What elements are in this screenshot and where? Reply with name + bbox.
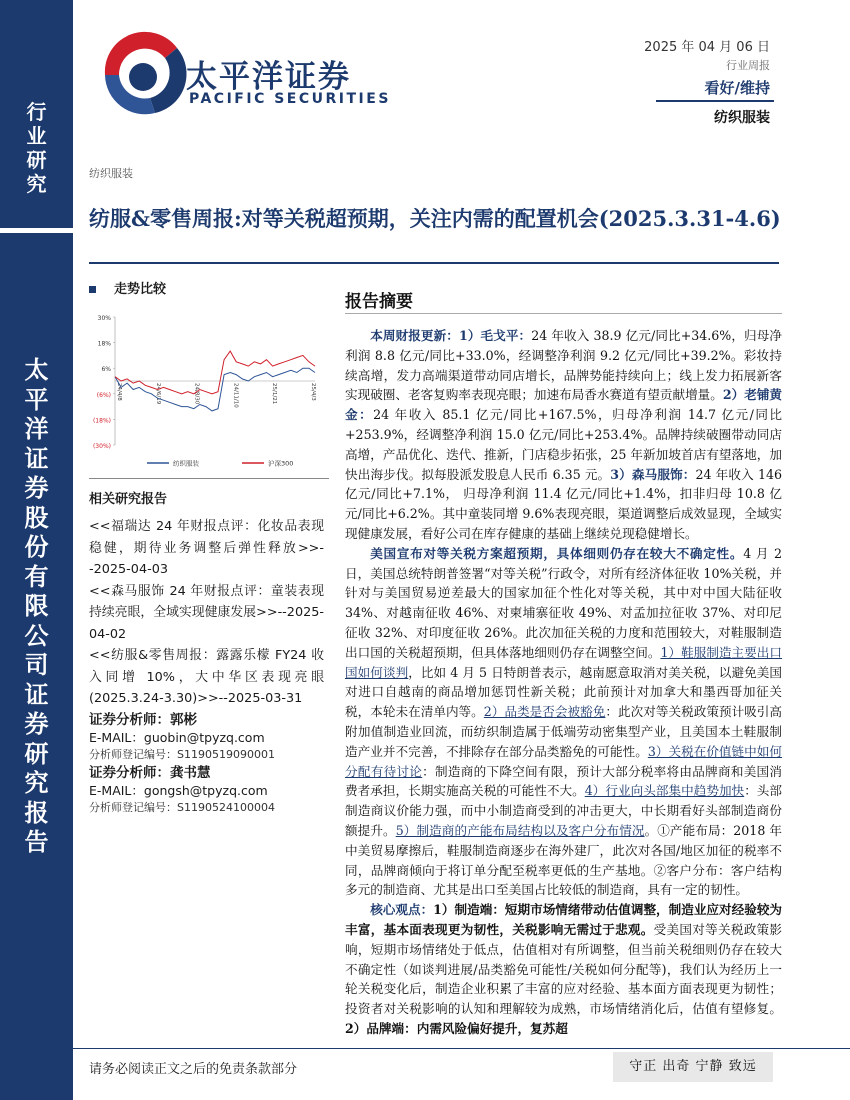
analyst-email[interactable]: E-MAIL：gongsh@tpyzq.com (89, 783, 268, 798)
rating-label: 看好/维持 (704, 79, 770, 97)
analyst-name: 证券分析师：郭彬 (89, 712, 197, 728)
logo-name-cn: 太平洋证券 (186, 59, 351, 95)
analyst-name: 证券分析师：龚书慧 (89, 765, 211, 781)
sidebar-char: 行 (26, 100, 47, 124)
sidebar-char: 告 (24, 827, 49, 856)
p2-text-c: ：此次对等关税政策预计吸引高附加值制造业回流，而纺织制造属于低端劳动密集型产业，且美国本土鞋服制造产业并不完善，不排除存在部分品类豁免的可能性。 (345, 704, 783, 759)
p1-lead-b: 2）老铺黄金： (345, 387, 783, 423)
trend-heading (89, 278, 166, 297)
report-date: 2025 年 04 月 06 日 (644, 40, 770, 55)
footer-rule (73, 1048, 850, 1049)
title-rule (89, 262, 779, 264)
chart-x-tick-label: 24/8/30 (193, 383, 200, 405)
chart-bottom-rule (89, 478, 329, 479)
footer-motto: 守正 出奇 宁静 致远 (613, 1052, 773, 1082)
chart-y-tick-label: (6%) (96, 391, 111, 399)
abstract-heading: 报告摘要 (345, 292, 413, 312)
report-type: 行业周报 (726, 59, 770, 72)
trend-chart (85, 305, 330, 475)
chart-y-tick-label: 18% (97, 340, 111, 348)
p1-text-a: 24 年收入 38.9 亿元/同比+34.6%，归母净利润 8.8 亿元/同比+33.0%，经调整净利润 9.2 亿元/同比+39.2%。彩妆持续高增，发力高端渠道带动同店增长，品牌势能持续向上；线上发力拓展新客实现破圈、老客复购率表现亮眼；加速布局香水赛道有望贡献增量。 (345, 328, 782, 403)
header-rule (656, 100, 774, 102)
p2-point-5: 5）制造商的产能布局结构以及客户分布情况 (395, 822, 645, 838)
square-bullet-icon (89, 286, 96, 293)
sidebar-char: 太 (24, 355, 49, 384)
sidebar-char: 研 (26, 148, 47, 172)
chart-x-tick-label: 24/6/19 (154, 383, 161, 405)
abstract-rule (345, 313, 782, 314)
chart-legend-label: 纺织服装 (173, 459, 199, 468)
sidebar-char: 报 (24, 797, 49, 827)
p2-point-1: 1）鞋服制造主要出口国如何谈判 (345, 644, 783, 680)
related-list (89, 516, 324, 710)
logo-name-en: PACIFIC SECURITIES (189, 91, 391, 107)
p2-text-a: 4 月 2 日，美国总统特朗普签署“对等关税”行政令，对所有经济体征收 10%关税，并针对与美国贸易逆差最大的国家加征个性化对等关税，其中对中国大陆征收 34%、对越南征收 46%、对柬埔寨征收 49%、对孟加拉征收 37%、对印尼征收 32%、对印度征收 26%。此次加征关税的力度和范围较大，对鞋服制造出口国的关税超预期，但具体落地细则仍存在调整空间。 (345, 545, 782, 660)
p1-lead-c: 3）森马服饰： (610, 466, 696, 482)
abstract-body (345, 326, 782, 1039)
related-item[interactable]: <<福瑞达 24 年财报点评：化妆品表现稳健，期待业务调整后弹性释放>>--2025-04-03 (89, 519, 324, 577)
sidebar-char: 研 (24, 738, 49, 768)
p2-point-3: 3）关税在价值链中如何分配有待讨论 (345, 743, 782, 779)
sidebar-char: 限 (24, 591, 49, 620)
p2-lead: 美国宣布对等关税方案超预期，具体细则仍存在较大不确定性。 (370, 545, 744, 561)
chart-x-tick-label: 25/4/3 (310, 383, 316, 401)
sidebar-char: 有 (24, 561, 49, 591)
chart-y-tick-label: 30% (97, 315, 111, 322)
p3-lead: 核心观点： (370, 902, 434, 918)
sidebar-top-text (0, 100, 73, 196)
analyst-block (89, 765, 275, 816)
analyst-reg: 分析师登记编号：S1190519090001 (89, 748, 275, 761)
sidebar (0, 0, 73, 1100)
sidebar-char: 股 (24, 502, 49, 532)
p1-text-c: 24 年收入 146 亿元/同比+7.1%， 归母净利润 11.4 亿元/同比+1.4%，扣非归母 10.8 亿元/同比+6.2%。其中童装同增 9.6%表现亮眼，渠道调整后成效显现，全域实现健康发展，看好公司在库存健康的基础上继续兑现稳健增长。 (345, 466, 782, 541)
p3-bold: 1）制造端：短期市场情绪带动估值调整，制造业应对经验较为丰富，基本面表现更为韧性，关税影响无需过于悲观。 (345, 902, 783, 937)
p1-text-b: 24 年收入 85.1 亿元/同比+167.5%，归母净利润 14.7 亿元/同比+253.9%，经调整净利润 15.0 亿元/同比+253.4%。品牌持续破圈带动同店高增，产品优化、迭代、推新，门店稳步拓张，25 年新加坡首店有望落地，加快出海步伐。拟每股派发股息人民币 6.35 元。 (345, 407, 782, 482)
p2-text-d: ：制造商的下降空间有限，预计大部分税率将由品牌商和美国消费者承担，长期实施高关税的可能性不大。 (345, 763, 783, 799)
p2-text-e: ：头部制造商议价能力强，而中小制造商受到的冲击更大，中长期看好头部制造商份额提升。 (345, 783, 783, 838)
trend-heading-text: 走势比较 (114, 282, 167, 297)
p3-text-a: 受美国对等关税政策影响，短期市场情绪处于低点，估值相对有所调整，但当前关税细则仍存在较大不确定性（如谈判进展/品类豁免可能性/关税如何分配等)，我们认为经历上一轮关税变化后，制造企业积累了丰富的应对经验、基本面方面表现更为韧性；投资者对关税影响的认知和理解较为成熟，市场情绪消化后，估值有望修复。 (345, 921, 783, 1017)
category-label: 纺织服装 (89, 167, 133, 180)
sidebar-char: 证 (24, 679, 49, 709)
sidebar-char: 公 (24, 620, 49, 650)
chart-y-tick-label: (30%) (92, 443, 111, 450)
related-heading: 相关研究报告 (89, 492, 168, 507)
sidebar-char: 券 (24, 473, 49, 502)
sidebar-char: 究 (26, 172, 47, 196)
sidebar-char: 平 (24, 384, 49, 414)
p2-text-f: 。①产能布局：2018 年中美贸易摩擦后，鞋服制造商逐步在海外建厂，此次对各国/地区加征的税率不同，品牌商倾向于将订单分配至税率更低的生产基地。②客户分布：客户结构多元的制造商、尤其是出口至美国占比较低的制造商，具有一定的韧性。 (345, 822, 783, 898)
sidebar-char: 证 (24, 443, 49, 473)
related-item[interactable]: <<纺服&零售周报：露露乐檬 FY24 收入同增 10%，大中华区表现亮眼(2025.3.24-3.30)>>--2025-03-31 (89, 648, 324, 706)
chart-series-line (115, 368, 315, 411)
sidebar-divider (0, 228, 73, 233)
sidebar-main-text (0, 355, 73, 857)
abstract-paragraph-1 (345, 326, 782, 544)
p3-text-b: 2）品牌端：内需风险偏好提升，复苏超 (345, 1020, 568, 1036)
related-item[interactable]: <<森马服饰 24 年财报点评：童装表现持续亮眼，全域实现健康发展>>--2025-04-02 (89, 583, 324, 642)
p2-point-4: 4）行业向头部集中趋势加快 (584, 783, 745, 799)
footer-disclaimer: 请务必阅读正文之后的免责条款部分 (89, 1062, 298, 1077)
sidebar-char: 份 (24, 532, 49, 561)
sidebar-char: 司 (24, 650, 49, 679)
analyst-reg: 分析师登记编号：S1190524100004 (89, 801, 275, 814)
p2-point-2: 2）品类是否会被豁免 (483, 704, 606, 720)
sector-label: 纺织服装 (714, 110, 770, 126)
chart-x-tick-label: 24/4/8 (116, 383, 122, 401)
chart-x-tick-label: 25/1/21 (271, 383, 278, 405)
chart-y-tick-label: 6% (101, 366, 111, 374)
analyst-email[interactable]: E-MAIL：guobin@tpyzq.com (89, 730, 265, 745)
chart-legend-label: 沪深300 (268, 459, 294, 468)
sidebar-char: 业 (26, 124, 47, 148)
chart-y-tick-label: (18%) (92, 417, 111, 425)
sidebar-char: 洋 (24, 414, 49, 443)
abstract-paragraph-2 (345, 544, 782, 900)
abstract-paragraph-3 (345, 900, 782, 1039)
p1-lead: 本周财报更新：1）毛戈平： (370, 328, 532, 343)
p2-text-b: ，比如 4 月 5 日特朗普表示，越南愿意取消对美关税，以避免美国对进口自越南的商品增加惩罚性新关税；此前预计对加拿大和墨西哥加征关税，本轮未在清单内等。 (345, 664, 782, 720)
analyst-block (89, 712, 275, 763)
report-title: 纺服&零售周报:对等关税超预期，关注内需的配置机会(2025.3.31-4.6) (89, 206, 781, 231)
sidebar-char: 究 (24, 768, 49, 797)
chart-x-tick-label: 24/11/10 (232, 383, 239, 408)
sidebar-char: 券 (24, 709, 49, 738)
